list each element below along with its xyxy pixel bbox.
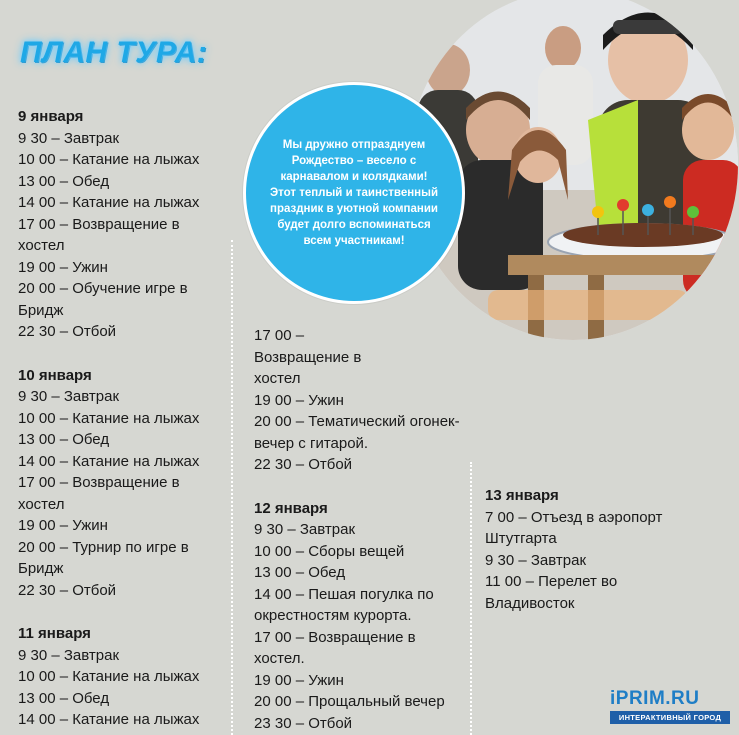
logo-subtitle: ИНТЕРАКТИВНЫЙ ГОРОД [610, 711, 730, 724]
schedule-item: 13 00 – Обед [18, 689, 110, 707]
schedule-item: 9 30 – Завтрак [254, 521, 356, 538]
schedule-item: 20 00 – Турнир по игре в Бридж [18, 538, 193, 577]
page-title: ПЛАН ТУРА: [20, 36, 208, 69]
schedule-item: 22 30 – Отбой [18, 581, 117, 599]
column-divider [231, 240, 233, 735]
column-divider [470, 462, 472, 735]
schedule-item: 13 00 – Обед [254, 564, 346, 581]
schedule-column-2 [254, 325, 469, 734]
day-heading: 11 января [18, 625, 91, 642]
info-bubble [243, 82, 465, 304]
schedule-item: 17 00 – Возвращение в хостел [18, 215, 184, 254]
schedule-item: 20 00 – Тематический огонек-вечер с гитарой. [254, 413, 460, 452]
schedule-item: 17 00 – Возвращение в хостел. [254, 628, 420, 667]
schedule-item: 14 00 – Катание на лыжах [18, 711, 200, 728]
schedule-item: 9 30 – Завтрак [18, 388, 120, 405]
schedule-item: 17 00 – Возвращение в хостел [18, 474, 184, 513]
schedule-item: 13 00 – Обед [18, 172, 110, 190]
schedule-item: 17 00 – Возвращение в хостел [254, 327, 366, 387]
info-bubble-text: Мы дружно отпразднуем Рождество – весело с карнавалом и колядками! Этот теплый и таинственный праздник в уютной компании будет долго вспоминаться всем участникам! [269, 139, 439, 247]
schedule-item: 7 00 – Отъезд в аэропорт Штутгарта [485, 508, 667, 547]
day-heading: 13 января [485, 487, 559, 504]
schedule-item: 14 00 – Катание на лыжах [18, 194, 200, 211]
schedule-item: 23 30 – Отбой [254, 714, 353, 732]
logo-main-text: iPRIM.RU [610, 688, 700, 709]
schedule-item: 10 00 – Катание на лыжах [18, 151, 200, 168]
schedule-item: 10 00 – Сборы вещей [254, 542, 405, 560]
schedule-item: 10 00 – Катание на лыжах [18, 409, 200, 427]
schedule-item: 20 00 – Прощальный вечер [254, 693, 445, 710]
schedule-column-1 [18, 106, 228, 731]
schedule-item: 11 00 – Перелет во Владивосток [485, 573, 622, 612]
day-heading: 10 января [18, 366, 92, 384]
schedule-item: 22 30 – Отбой [254, 456, 353, 473]
schedule-item: 19 00 – Ужин [18, 517, 108, 534]
schedule-item: 19 00 – Ужин [18, 258, 108, 276]
schedule-item: 14 00 – Пешая погулка по окрестностям курорта. [254, 585, 438, 624]
schedule-item: 10 00 – Катание на лыжах [18, 668, 200, 685]
iprim-logo [610, 688, 732, 728]
schedule-item: 20 00 – Обучение игре в Бридж [18, 280, 192, 319]
schedule-item: 22 30 – Отбой [18, 323, 117, 340]
schedule-item: 19 00 – Ужин [254, 671, 344, 689]
schedule-item: 9 30 – Завтрак [18, 129, 120, 147]
schedule-item: 14 00 – Катание на лыжах [18, 452, 200, 470]
schedule-item: 9 30 – Завтрак [18, 646, 120, 664]
schedule-item: 9 30 – Завтрак [485, 551, 587, 569]
schedule-item: 19 00 – Ужин [254, 391, 344, 409]
schedule-item: 13 00 – Обед [18, 431, 110, 448]
day-heading: 9 января [18, 108, 84, 125]
day-heading: 12 января [254, 499, 328, 517]
schedule-column-3 [485, 485, 715, 614]
